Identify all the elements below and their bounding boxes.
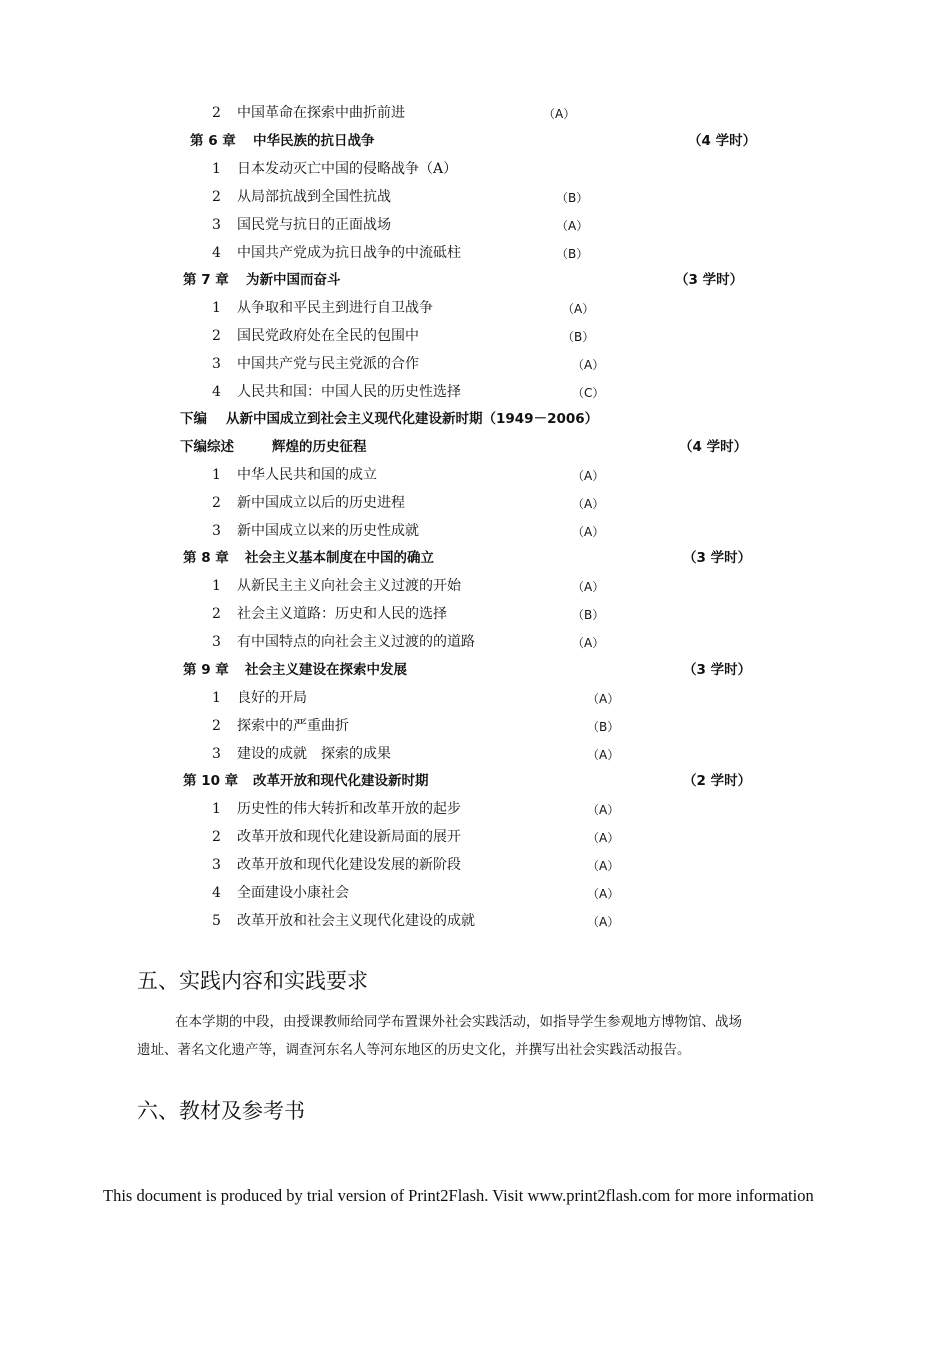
- chapter-title: 社会主义建设在探索中发展: [245, 662, 407, 678]
- subsection-grade: （C）: [572, 386, 605, 400]
- subsection-title: 人民共和国：中国人民的历史性选择: [237, 384, 461, 400]
- subsection-grade: （A）: [572, 636, 605, 650]
- subsection-grade: （A）: [572, 497, 605, 511]
- subsection-grade: （A）: [587, 692, 620, 706]
- item-number: 2: [212, 718, 221, 734]
- chapter-title: 辉煌的历史征程: [272, 439, 367, 455]
- item-number: 2: [212, 829, 221, 845]
- subsection-title: 从局部抗战到全国性抗战: [237, 189, 391, 205]
- subsection-title: 中国共产党成为抗日战争的中流砥柱: [237, 245, 461, 261]
- subsection-grade: （A）: [587, 831, 620, 845]
- subsection-grade: （A）: [556, 219, 589, 233]
- item-number: 1: [212, 801, 221, 817]
- subsection-grade: （B）: [556, 191, 589, 205]
- chapter-hours: （3 学时）: [683, 550, 752, 566]
- chapter-label: 第 8 章: [183, 550, 229, 566]
- item-number: 1: [212, 578, 221, 594]
- chapter-title: 改革开放和现代化建设新时期: [253, 773, 429, 789]
- item-number: 3: [212, 356, 221, 372]
- subsection-title: 良好的开局: [237, 690, 307, 706]
- subsection-title: 建设的成就 探索的成果: [237, 746, 391, 762]
- subsection-grade: （A）: [587, 887, 620, 901]
- subsection-title: 从新民主主义向社会主义过渡的开始: [237, 578, 461, 594]
- part-title: 从新中国成立到社会主义现代化建设新时期（1949－2006）: [226, 411, 599, 427]
- chapter-title: 中华民族的抗日战争: [253, 133, 375, 149]
- item-number: 2: [212, 328, 221, 344]
- section-5-paragraph-line-1: 在本学期的中段，由授课教师给同学布置课外社会实践活动，如指导学生参观地方博物馆、战场: [175, 1014, 742, 1030]
- subsection-title: 新中国成立以后的历史进程: [237, 495, 405, 511]
- item-number: 5: [212, 913, 221, 929]
- item-number: 4: [212, 885, 221, 901]
- item-number: 3: [212, 634, 221, 650]
- subsection-title: 全面建设小康社会: [237, 885, 349, 901]
- item-number: 1: [212, 690, 221, 706]
- subsection-title: 改革开放和社会主义现代化建设的成就: [237, 913, 475, 929]
- subsection-grade: （B）: [562, 330, 595, 344]
- item-number: 4: [212, 384, 221, 400]
- subsection-title: 日本发动灭亡中国的侵略战争（A）: [237, 161, 458, 177]
- item-number: 1: [212, 300, 221, 316]
- subsection-grade: （A）: [562, 302, 595, 316]
- subsection-grade: （B）: [587, 720, 620, 734]
- subsection-row: [212, 104, 221, 122]
- subsection-title: 中国革命在探索中曲折前进: [237, 105, 405, 121]
- item-number: 2: [212, 189, 221, 205]
- chapter-label: 第 9 章: [183, 662, 229, 678]
- part-label: 下编: [180, 411, 207, 427]
- subsection-grade: （A）: [572, 580, 605, 594]
- chapter-title: 为新中国而奋斗: [246, 272, 341, 288]
- subsection-grade: （A）: [572, 358, 605, 372]
- subsection-title: 探索中的严重曲折: [237, 718, 349, 734]
- subsection-title: 改革开放和现代化建设发展的新阶段: [237, 857, 461, 873]
- subsection-grade: （A）: [587, 748, 620, 762]
- subsection-title: 新中国成立以来的历史性成就: [237, 523, 419, 539]
- chapter-hours: （3 学时）: [683, 662, 752, 678]
- subsection-grade: （B）: [572, 608, 605, 622]
- subsection-title: 国民党与抗日的正面战场: [237, 217, 391, 233]
- section-5-paragraph-line-2: 遗址、著名文化遗产等，调查河东名人等河东地区的历史文化，并撰写出社会实践活动报告。: [137, 1042, 691, 1058]
- chapter-label: 第 6 章: [190, 133, 236, 149]
- chapter-label: 第 7 章: [183, 272, 229, 288]
- subsection-title: 中国共产党与民主党派的合作: [237, 356, 419, 372]
- chapter-label: 第 10 章: [183, 773, 239, 789]
- subsection-grade: （A）: [587, 915, 620, 929]
- trial-watermark-footer: This document is produced by trial version of Print2Flash. Visit www.print2flash.com for more information: [103, 1186, 814, 1205]
- chapter-hours: （3 学时）: [675, 272, 744, 288]
- subsection-title: 中华人民共和国的成立: [237, 467, 377, 483]
- item-number: 3: [212, 857, 221, 873]
- chapter-label: 下编综述: [180, 439, 234, 455]
- chapter-hours: （4 学时）: [688, 133, 757, 149]
- subsection-grade: （A）: [587, 859, 620, 873]
- item-number: 2: [212, 606, 221, 622]
- item-number: 3: [212, 746, 221, 762]
- item-number: 4: [212, 245, 221, 261]
- item-number: 2: [212, 105, 221, 121]
- item-number: 1: [212, 161, 221, 177]
- subsection-title: 历史性的伟大转折和改革开放的起步: [237, 801, 461, 817]
- subsection-title: 国民党政府处在全民的包围中: [237, 328, 419, 344]
- subsection-title: 有中国特点的向社会主义过渡的的道路: [237, 634, 475, 650]
- item-number: 1: [212, 467, 221, 483]
- subsection-grade: （A）: [572, 469, 605, 483]
- chapter-hours: （2 学时）: [683, 773, 752, 789]
- subsection-title: 从争取和平民主到进行自卫战争: [237, 300, 433, 316]
- subsection-grade: （B）: [556, 247, 589, 261]
- subsection-grade: （A）: [543, 107, 576, 121]
- section-6-heading: 六、教材及参考书: [137, 1099, 305, 1123]
- item-number: 3: [212, 217, 221, 233]
- subsection-title: 改革开放和现代化建设新局面的展开: [237, 829, 461, 845]
- item-number: 2: [212, 495, 221, 511]
- subsection-grade: （A）: [572, 525, 605, 539]
- subsection-title: 社会主义道路：历史和人民的选择: [237, 606, 447, 622]
- item-number: 3: [212, 523, 221, 539]
- subsection-grade: （A）: [587, 803, 620, 817]
- section-5-heading: 五、实践内容和实践要求: [137, 969, 368, 993]
- chapter-hours: （4 学时）: [679, 439, 748, 455]
- chapter-title: 社会主义基本制度在中国的确立: [245, 550, 434, 566]
